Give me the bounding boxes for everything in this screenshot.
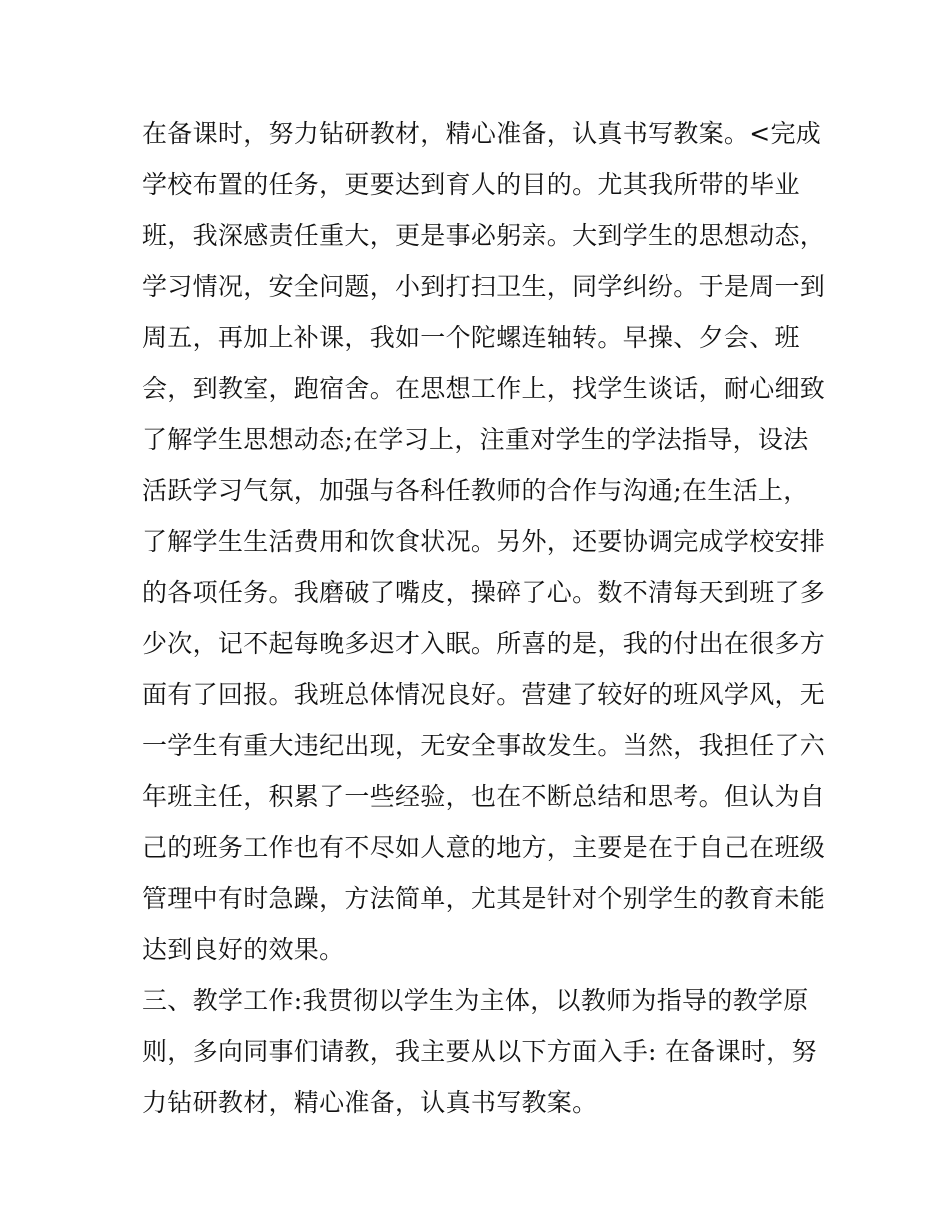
text-line: 管理中有时急躁，方法简单，尤其是针对个别学生的教育未能 — [142, 884, 826, 913]
text-line: 学习情况，安全问题，小到打扫卫生，同学纠纷。于是周一到 — [142, 272, 826, 301]
text-line: 力钻研教材，精心准备，认真书写教案。 — [142, 1088, 598, 1117]
text-line: 会，到教室，跑宿舍。在思想工作上，找学生谈话，耐心细致 — [142, 374, 826, 403]
text-line: 的各项任务。我磨破了嘴皮，操碎了心。数不清每天到班了多 — [142, 578, 826, 607]
paragraph-class-management — [142, 108, 826, 975]
document-body — [142, 108, 826, 1128]
text-line: 达到良好的效果。 — [142, 935, 345, 964]
text-line: 年班主任，积累了一些经验，也在不断总结和思考。但认为自 — [142, 782, 826, 811]
text-line: 面有了回报。我班总体情况良好。营建了较好的班风学风，无 — [142, 680, 826, 709]
paragraph-teaching-work — [142, 975, 822, 1128]
text-line: 学校布置的任务，更要达到育人的目的。尤其我所带的毕业 — [142, 170, 800, 199]
text-line: 了解学生生活费用和饮食状况。另外，还要协调完成学校安排 — [142, 527, 826, 556]
text-line: 了解学生思想动态;在学习上，注重对学生的学法指导，设法 — [142, 425, 809, 454]
text-line: 一学生有重大违纪出现，无安全事故发生。当然，我担任了六 — [142, 731, 826, 760]
text-line: 活跃学习气氛，加强与各科任教师的合作与沟通;在生活上， — [142, 476, 809, 505]
text-line: 少次，记不起每晚多迟才入眠。所喜的是，我的付出在很多方 — [142, 629, 826, 658]
text-line: 在备课时，努力钻研教材，精心准备，认真书写教案。<完成 — [142, 119, 822, 148]
text-line: 三、教学工作:我贯彻以学生为主体，以教师为指导的教学原 — [142, 986, 809, 1015]
text-line: 己的班务工作也有不尽如人意的地方，主要是在于自己在班级 — [142, 833, 826, 862]
text-line: 周五，再加上补课，我如一个陀螺连轴转。早操、夕会、班 — [142, 323, 800, 352]
text-line: 班，我深感责任重大，更是事必躬亲。大到学生的思想动态， — [142, 221, 826, 250]
text-line: 则，多向同事们请教，我主要从以下方面入手: 在备课时，努 — [142, 1037, 817, 1066]
